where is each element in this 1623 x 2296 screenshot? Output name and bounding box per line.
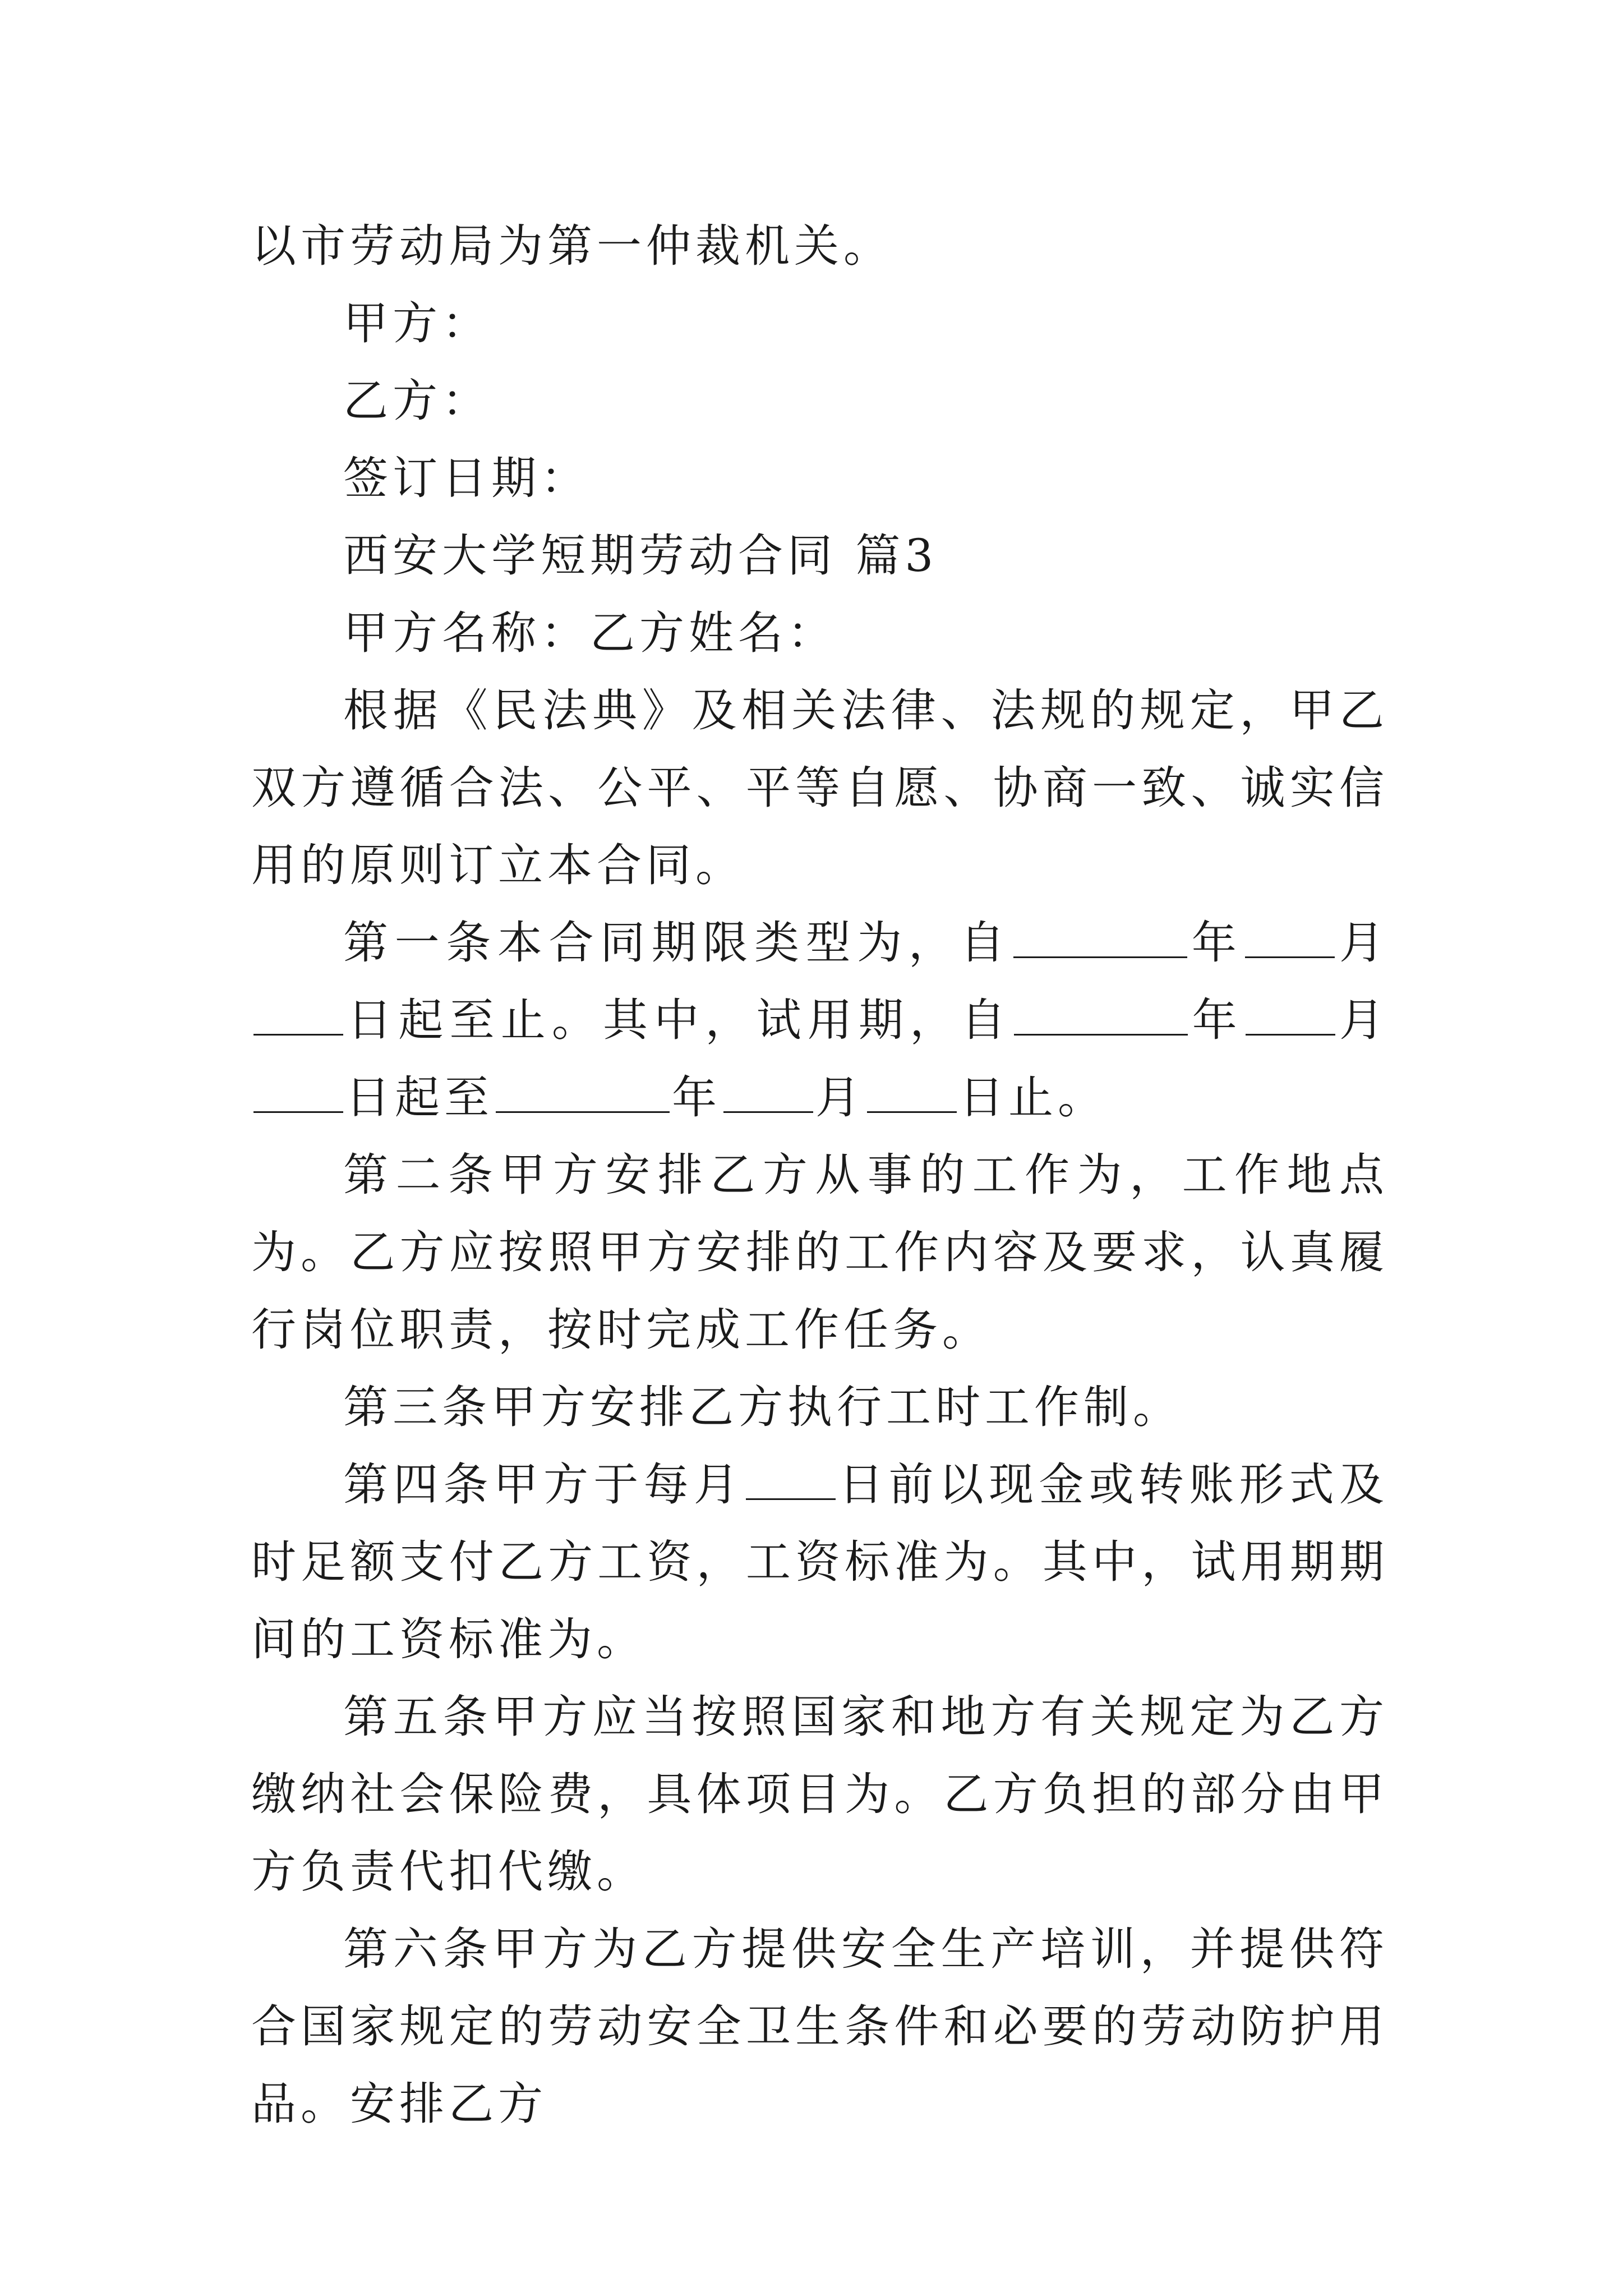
article-1-year3: 年 [672, 1071, 721, 1124]
blank-trial-month [1246, 995, 1335, 1036]
article-1-prefix: 第一条本合同期限类型为，自 [343, 917, 1012, 969]
blank-year-start [1013, 917, 1187, 958]
article-1-month2: 月 [1337, 994, 1389, 1046]
blank-trial-day [253, 1072, 343, 1113]
paragraph-article-2: 第二条甲方安排乙方从事的工作为，工作地点为。乙方应按照甲方安排的工作内容及要求，认真履行岗位职责，按时完成工作任务。 [251, 1149, 1389, 1356]
article-1-month: 月 [1337, 917, 1389, 969]
article-1-day2: 日起至 [345, 1071, 494, 1124]
paragraph-article-1 [251, 904, 1389, 1137]
article-4-prefix: 第四条甲方于每月 [343, 1458, 744, 1511]
paragraph-party-b: 乙方： [343, 375, 491, 427]
paragraph-article-3: 第三条甲方安排乙方执行工时工作制。 [343, 1381, 1182, 1433]
paragraph-arbitration: 以市劳动局为第一仲裁机关。 [251, 220, 893, 272]
blank-trial-year [1014, 995, 1188, 1036]
blank-day-start [253, 995, 343, 1036]
paragraph-preamble: 根据《民法典》及相关法律、法规的规定，甲乙双方遵循合法、公平、平等自愿、协商一致、诚实信用的原则订立本合同。 [251, 684, 1389, 891]
document-body [251, 208, 1389, 2143]
section-heading: 西安大学短期劳动合同 篇3 [343, 530, 938, 582]
article-1-month3: 月 [815, 1071, 865, 1124]
blank-pay-day [746, 1459, 836, 1500]
blank-month-start [1245, 917, 1335, 958]
paragraph-party-names: 甲方名称：乙方姓名： [343, 607, 837, 659]
paragraph-article-5: 第五条甲方应当按照国家和地方有关规定为乙方缴纳社会保险费，具体项目为。乙方负担的部分由甲方负责代扣代缴。 [251, 1691, 1389, 1898]
article-1-year: 年 [1189, 917, 1243, 969]
blank-trial-end-year [496, 1072, 670, 1113]
paragraph-party-a: 甲方： [343, 297, 491, 349]
blank-trial-end-month [723, 1072, 813, 1113]
article-4-rest: 日前以现金或转账形式及时足额支付乙方工资，工资标准为。其中，试用期期间的工资标准为。 [251, 1458, 1389, 1665]
paragraph-sign-date: 签订日期： [343, 452, 590, 504]
paragraph-article-4 [251, 1446, 1389, 1678]
paragraph-article-6: 第六条甲方为乙方提供安全生产培训，并提供符合国家规定的劳动安全卫生条件和必要的劳动防护用品。安排乙方 [251, 1923, 1389, 2130]
blank-trial-end-day [867, 1072, 957, 1113]
article-1-year2: 年 [1190, 994, 1243, 1046]
article-1-day-start: 日起至止。其中，试用期，自 [345, 994, 1012, 1046]
article-1-end: 日止。 [959, 1071, 1107, 1124]
